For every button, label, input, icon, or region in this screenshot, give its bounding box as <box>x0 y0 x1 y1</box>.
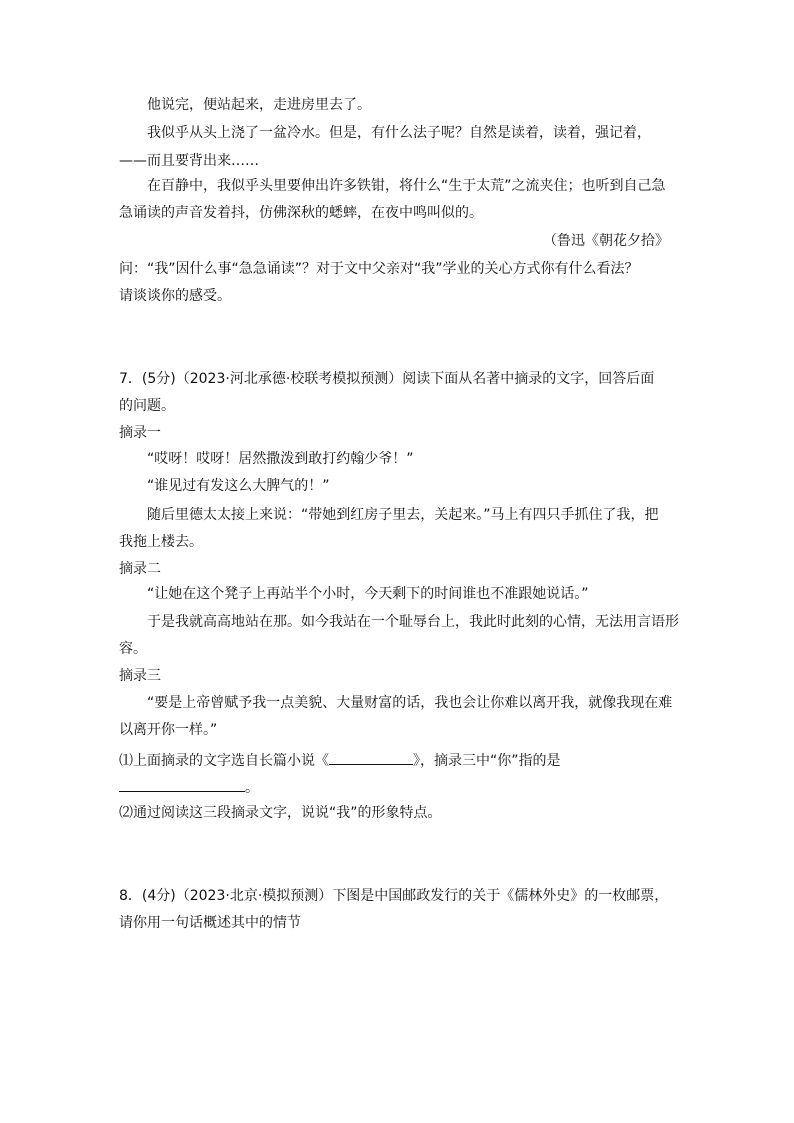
q7-subquestion-1-cont <box>119 776 259 798</box>
excerpt-line: “哎呀！哎呀！居然撒泼到敢打约翰少爷！” <box>147 451 414 467</box>
answer-blank-you[interactable] <box>119 776 245 792</box>
excerpt-label: 摘录三 <box>119 668 161 684</box>
q8-header: 请你用一句话概述其中的情节 <box>119 915 301 931</box>
passage-line: 他说完，便站起来，走进房里去了。 <box>147 97 371 113</box>
question-text: 问：“我”因什么事“急急诵读”？对于文中父亲对“我”学业的关心方式你有什么看法？ <box>119 261 639 277</box>
excerpt-label: 摘录一 <box>119 425 161 441</box>
q7-header: 7．(5分)（2023·河北承德·校联考模拟预测）阅读下面从名著中摘录的文字，回答后面 <box>119 371 655 387</box>
excerpt-line: 随后里德太太接上来说：“带她到红房子里去，关起来。”马上有四只手抓住了我，把 <box>147 507 659 523</box>
q7-header: 的问题。 <box>119 398 175 414</box>
q8-header: 8．(4分)（2023·北京·模拟预测）下图是中国邮政发行的关于《儒林外史》的一枚邮票， <box>119 888 669 904</box>
subquestion-text: 》，摘录三中“你”指的是 <box>413 753 561 769</box>
excerpt-line: “要是上帝曾赋予我一点美貌、大量财富的话，我也会让你难以离开我，就像我现在难 <box>147 695 673 711</box>
passage-source: （鲁迅《朝花夕拾》 <box>543 233 669 249</box>
passage-line: 在百静中，我似乎头里要伸出许多铁钳，将什么“生于太荒”之流夹住；也听到自己急 <box>147 178 666 194</box>
subquestion-text: 。 <box>245 780 259 796</box>
subquestion-text: ⑴上面摘录的文字选自长篇小说《 <box>119 753 329 769</box>
answer-blank-novel[interactable] <box>329 749 413 765</box>
excerpt-line: 以离开你一样。” <box>119 722 218 738</box>
passage-line: ——而且要背出来…… <box>119 153 259 169</box>
q7-subquestion-2: ⑵通过阅读这三段摘录文字，说说“我”的形象特点。 <box>119 805 442 821</box>
excerpt-line: 我拖上楼去。 <box>119 534 203 550</box>
passage-line: 我似乎从头上浇了一盆冷水。但是，有什么法子呢？自然是读着，读着，强记着， <box>147 125 651 141</box>
excerpt-line: 于是我就高高地站在那。如今我站在一个耻辱台上，我此时此刻的心情，无法用言语形 <box>147 614 679 630</box>
excerpt-label: 摘录二 <box>119 561 161 577</box>
excerpt-line: “谁见过有发这么大脾气的！” <box>147 478 330 494</box>
q7-subquestion-1 <box>119 749 561 771</box>
excerpt-line: “让她在这个凳子上再站半个小时，今天剩下的时间谁也不准跟她说话。” <box>147 586 589 602</box>
question-text: 请谈谈你的感受。 <box>119 288 231 304</box>
passage-line: 急诵读的声音发着抖，仿佛深秋的蟋蟀，在夜中鸣叫似的。 <box>119 205 483 221</box>
excerpt-line: 容。 <box>119 641 147 657</box>
